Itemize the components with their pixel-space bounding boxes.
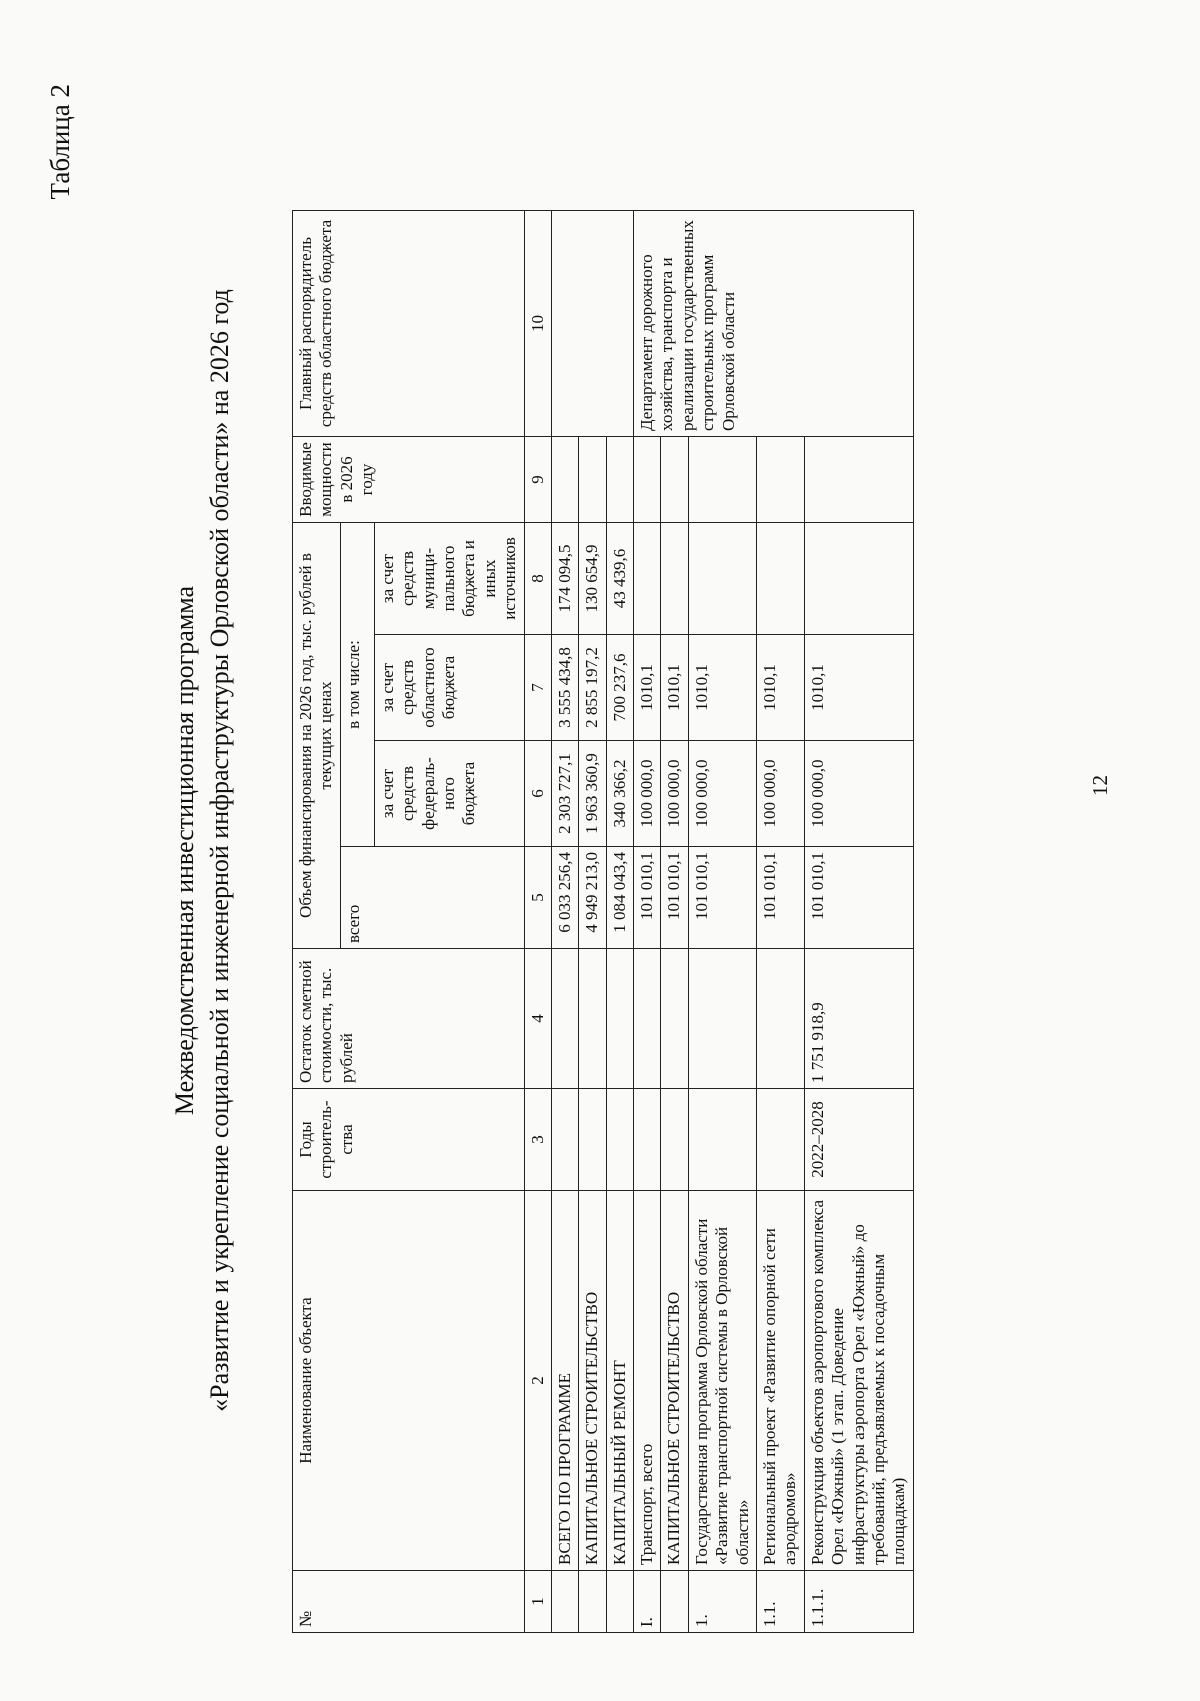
cell-years — [661, 1089, 688, 1191]
cell-regional: 3 555 434,8 — [551, 635, 578, 741]
cell-name: Транспорт, всего — [634, 1191, 661, 1571]
cell-years — [579, 1089, 606, 1191]
cell-total: 1 084 043,4 — [606, 847, 633, 949]
cell-remaining — [579, 949, 606, 1089]
cell-federal: 100 000,0 — [661, 741, 688, 847]
cell-years — [757, 1089, 805, 1191]
col-number: 6 — [524, 741, 551, 847]
cell-name: КАПИТАЛЬНЫЙ РЕМОНТ — [606, 1191, 633, 1571]
cell-capacity — [551, 437, 578, 523]
title-line-1: Межведомственная инвестиционная программа — [170, 585, 199, 1116]
cell-name: Региональный проект «Развитие опорной сети аэродромов» — [757, 1191, 805, 1571]
cell-no: 1. — [688, 1571, 756, 1633]
col-number: 1 — [524, 1571, 551, 1633]
col-number: 3 — [524, 1089, 551, 1191]
cell-total: 6 033 256,4 — [551, 847, 578, 949]
cell-name: КАПИТАЛЬНОЕ СТРОИТЕЛЬСТВО — [579, 1191, 606, 1571]
cell-municipal — [688, 523, 756, 635]
col-number: 8 — [524, 523, 551, 635]
cell-years — [606, 1089, 633, 1191]
cell-capacity — [606, 437, 633, 523]
cell-municipal: 174 094,5 — [551, 523, 578, 635]
cell-capacity — [634, 437, 661, 523]
header-including: в том числе: — [340, 523, 374, 847]
col-number: 5 — [524, 847, 551, 949]
cell-federal: 1 963 360,9 — [579, 741, 606, 847]
cell-federal: 100 000,0 — [757, 741, 805, 847]
page-number: 12 — [1088, 775, 1112, 796]
cell-total: 101 010,1 — [757, 847, 805, 949]
table-row — [551, 211, 578, 1633]
cell-remaining — [757, 949, 805, 1089]
header-remaining: Остаток сметной стоимости, тыс. рублей — [293, 949, 525, 1089]
cell-capacity — [661, 437, 688, 523]
cell-total: 101 010,1 — [661, 847, 688, 949]
header-federal: за счет средств федераль-ного бюджета — [374, 741, 524, 847]
cell-federal: 2 303 727,1 — [551, 741, 578, 847]
cell-total: 101 010,1 — [688, 847, 756, 949]
cell-no — [551, 1571, 578, 1633]
cell-years — [688, 1089, 756, 1191]
cell-remaining — [634, 949, 661, 1089]
cell-municipal — [634, 523, 661, 635]
cell-name: Государственная программа Орловской области «Развитие транспортной системы в Орловской области» — [688, 1191, 756, 1571]
cell-no: I. — [634, 1571, 661, 1633]
cell-municipal — [661, 523, 688, 635]
cell-no — [606, 1571, 633, 1633]
cell-federal: 340 366,2 — [606, 741, 633, 847]
cell-total: 101 010,1 — [634, 847, 661, 949]
header-regional: за счет средств областного бюджета — [374, 635, 524, 741]
col-number: 7 — [524, 635, 551, 741]
cell-total: 101 010,1 — [804, 847, 913, 949]
cell-regional: 1010,1 — [688, 635, 756, 741]
cell-regional: 1010,1 — [804, 635, 913, 741]
header-total: всего — [340, 847, 524, 949]
cell-name: ВСЕГО ПО ПРОГРАММЕ — [551, 1191, 578, 1571]
cell-no: 1.1.1. — [804, 1571, 913, 1633]
cell-no: 1.1. — [757, 1571, 805, 1633]
cell-no — [661, 1571, 688, 1633]
cell-manager: Департамент дорожного хозяйства, транспорта и реализации государственных строительных программ Орловской области — [634, 211, 914, 437]
col-number: 4 — [524, 949, 551, 1089]
cell-years — [551, 1089, 578, 1191]
col-number: 10 — [524, 211, 551, 437]
program-table — [292, 210, 914, 1633]
cell-regional: 1010,1 — [634, 635, 661, 741]
cell-remaining — [606, 949, 633, 1089]
cell-remaining — [551, 949, 578, 1089]
cell-total: 4 949 213,0 — [579, 847, 606, 949]
title-line-2: «Развитие и укрепление социальной и инженерной инфраструктуры Орловской области» на 2026 год — [205, 289, 234, 1412]
cell-name: Реконструкция объектов аэропортового комплекса Орел «Южный» (1 этап. Доведение инфраструктуры аэропорта Орел «Южный» до требований, предъявляемых к посадочным площадкам) — [804, 1191, 913, 1571]
header-capacity: Вводимые мощности в 2026 году — [293, 437, 525, 523]
cell-regional: 700 237,6 — [606, 635, 633, 741]
cell-capacity — [804, 437, 913, 523]
column-number-row — [524, 211, 551, 1633]
header-funding: Объем финансирования на 2026 год, тыс. рублей в текущих ценах — [293, 523, 341, 949]
cell-remaining: 1 751 918,9 — [804, 949, 913, 1089]
cell-municipal: 43 439,6 — [606, 523, 633, 635]
header-no: № — [293, 1571, 525, 1633]
cell-manager-empty — [551, 211, 633, 437]
cell-capacity — [579, 437, 606, 523]
cell-remaining — [688, 949, 756, 1089]
cell-regional: 1010,1 — [757, 635, 805, 741]
header-years: Годы строитель-ства — [293, 1089, 525, 1191]
cell-regional: 1010,1 — [661, 635, 688, 741]
header-name: Наименование объекта — [293, 1191, 525, 1571]
cell-municipal: 130 654,9 — [579, 523, 606, 635]
cell-no — [579, 1571, 606, 1633]
cell-years — [634, 1089, 661, 1191]
cell-federal: 100 000,0 — [688, 741, 756, 847]
cell-name: КАПИТАЛЬНОЕ СТРОИТЕЛЬСТВО — [661, 1191, 688, 1571]
header-municipal: за счет средств муници-пального бюджета и иных источников — [374, 523, 524, 635]
table-tag: Таблица 2 — [45, 84, 75, 200]
cell-federal: 100 000,0 — [804, 741, 913, 847]
cell-years: 2022–2028 — [804, 1089, 913, 1191]
table-body — [524, 211, 913, 1633]
cell-capacity — [688, 437, 756, 523]
cell-remaining — [661, 949, 688, 1089]
col-number: 9 — [524, 437, 551, 523]
cell-municipal — [757, 523, 805, 635]
col-number: 2 — [524, 1191, 551, 1571]
cell-municipal — [804, 523, 913, 635]
cell-regional: 2 855 197,2 — [579, 635, 606, 741]
cell-capacity — [757, 437, 805, 523]
table-row — [634, 211, 661, 1633]
cell-federal: 100 000,0 — [634, 741, 661, 847]
header-manager: Главный распорядитель средств областного бюджета — [293, 211, 525, 437]
